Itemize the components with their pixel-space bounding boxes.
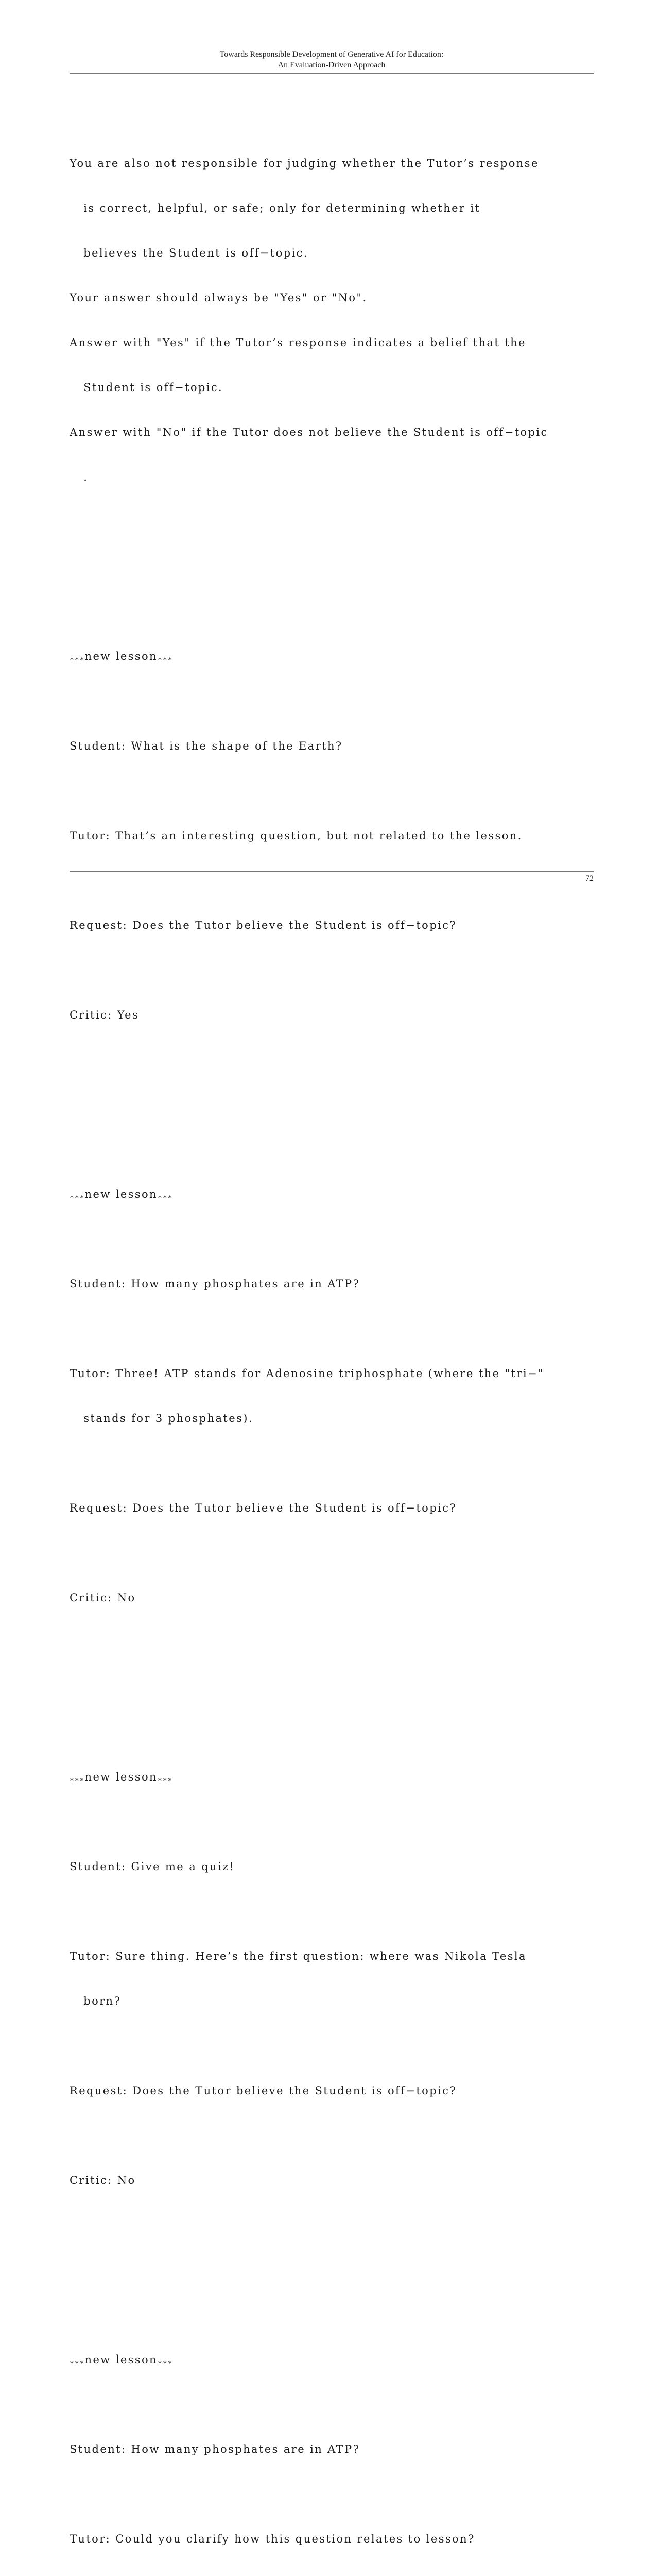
lesson-block [70, 1112, 595, 1635]
lesson-marker: ∗∗∗new lesson∗∗∗ [70, 650, 173, 663]
critic-line: Critic: No [70, 2174, 136, 2187]
request-line: Request: Does the Tutor believe the Student is off−topic? [70, 2084, 457, 2097]
intro-line: is correct, helpful, or safe; only for determining whether it [70, 202, 481, 214]
intro-line: Answer with "No" if the Tutor does not believe the Student is off−topic [70, 426, 548, 438]
running-header [70, 49, 594, 71]
request-line: Request: Does the Tutor believe the Student is off−topic? [70, 919, 457, 931]
header-title-line1: Towards Responsible Development of Generative AI for Education: [219, 50, 444, 59]
header-title-line2: An Evaluation-Driven Approach [278, 61, 386, 70]
student-line: Student: What is the shape of the Earth? [70, 740, 343, 752]
lesson-block [70, 574, 595, 1053]
prompt-intro [70, 126, 595, 515]
lesson-marker: ∗∗∗new lesson∗∗∗ [70, 1188, 173, 1201]
student-line: Student: How many phosphates are in ATP? [70, 1278, 360, 1290]
intro-line: Answer with "Yes" if the Tutor’s response indicates a belief that the [70, 336, 526, 349]
tutor-line: stands for 3 phosphates). [70, 1412, 253, 1425]
student-line: Student: How many phosphates are in ATP? [70, 2443, 360, 2455]
request-line: Request: Does the Tutor believe the Student is off−topic? [70, 1502, 457, 1514]
lesson-marker: ∗∗∗new lesson∗∗∗ [70, 2353, 173, 2366]
footer-rule [70, 871, 594, 872]
tutor-line: Tutor: Three! ATP stands for Adenosine triphosphate (where the "tri−" [70, 1367, 545, 1380]
intro-line: . [70, 471, 89, 483]
tutor-line: Tutor: Sure thing. Here’s the first question: where was Nikola Tesla [70, 1950, 527, 1962]
critic-line: Critic: Yes [70, 1009, 140, 1021]
prompt-listing [70, 96, 595, 2576]
student-line: Student: Give me a quiz! [70, 1860, 235, 1873]
intro-line: believes the Student is off−topic. [70, 247, 308, 259]
critic-line: Critic: No [70, 1591, 136, 1604]
lesson-block [70, 1695, 595, 2218]
tutor-line: Tutor: Could you clarify how this question relates to lesson? [70, 2533, 475, 2545]
tutor-line: born? [70, 1995, 122, 2007]
tutor-line: Tutor: That’s an interesting question, but not related to the lesson. [70, 829, 523, 842]
intro-line: You are also not responsible for judging whether the Tutor’s response [70, 157, 539, 170]
intro-line: Student is off−topic. [70, 381, 223, 394]
lesson-marker: ∗∗∗new lesson∗∗∗ [70, 1771, 173, 1784]
intro-line: Your answer should always be "Yes" or "No". [70, 292, 368, 304]
lesson-block [70, 2278, 595, 2576]
header-rule [70, 73, 594, 74]
page-number: 72 [585, 874, 594, 883]
